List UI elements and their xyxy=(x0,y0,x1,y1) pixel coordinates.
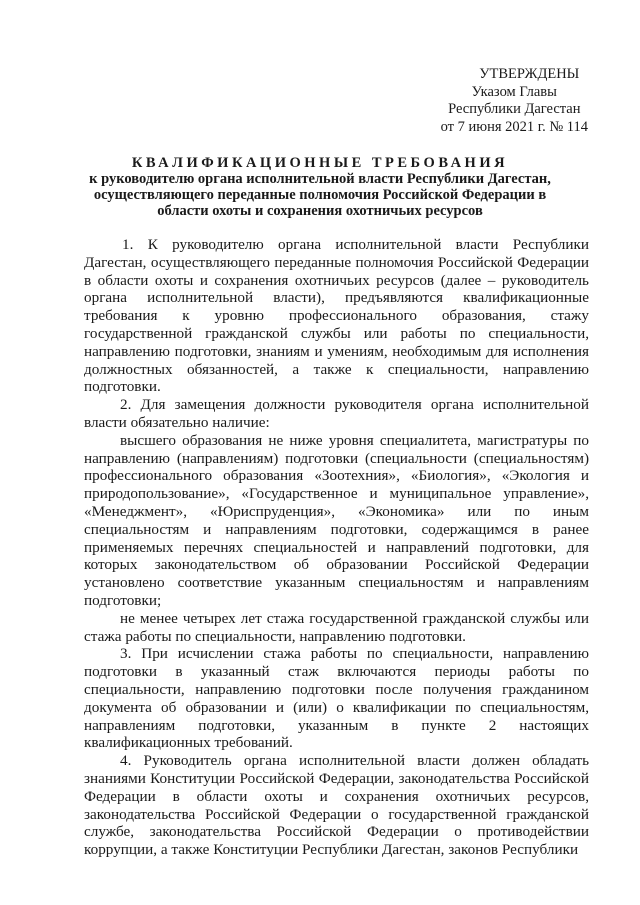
paragraph-3: 3. При исчислении стажа работы по специальности, направлению подготовки в указанный стаж включаются периоды работы по специальности, направлению подготовки после получения гражданином документа об образовании и (или) о квалификации по специальностям, направлениям подготовки, указанным в пункте 2 настоящих квалификационных требований. xyxy=(84,645,589,752)
document-title xyxy=(70,155,570,219)
document-body xyxy=(84,236,589,859)
paragraph-2-experience: не менее четырех лет стажа государственной гражданской службы или стажа работы по специальности, направлению подготовки. xyxy=(84,609,589,645)
title-heading: КВАЛИФИКАЦИОННЫЕ ТРЕБОВАНИЯ xyxy=(131,155,509,171)
approval-heading: УТВЕРЖДЕНЫ xyxy=(479,66,580,82)
paragraph-2-education: высшего образования не ниже уровня специалитета, магистратуры по направлению (направлениям) подготовки (специальности (специальностям) профессионального образования «Зоотехния», «Биология», «Экология и природопользование», «Государственное и муниципальное управление», «Менеджмент», «Юриспруденция», «Экономика» или по иным специальностям и направлениям подготовки, содержащимся в ранее применяемых перечнях специальностей и направлений подготовки, для которых законодательством об образовании Российской Федерации установлено соответствие указанным специальностям и направлениям подготовки; xyxy=(84,431,589,609)
paragraph-4: 4. Руководитель органа исполнительной власти должен обладать знаниями Конституции Российской Федерации, законодательства Российской Федерации в области охоты и сохранения охотничьих ресурсов, законодательства Российской Федерации о государственной гражданской службе, законодательства Российской Федерации о противодействии коррупции, а также Конституции Республики Дагестан, законов Республики xyxy=(84,752,589,859)
title-subtitle-line-2: осуществляющего переданные полномочия Российской Федерации в xyxy=(93,187,547,203)
paragraph-1: 1. К руководителю органа исполнительной власти Республики Дагестан, осуществляющего переданные полномочия Российской Федерации в области охоты и сохранения охотничьих ресурсов (далее – руководитель органа исполнительной власти), предъявляются квалификационные требования к уровню профессионального образования, стажу государственной гражданской службы или работы по специальности, направлению подготовки, знаниям и умениям, необходимым для исполнения должностных обязанностей, а также к специальности, направлению подготовки. xyxy=(84,236,589,396)
approval-stamp xyxy=(441,66,588,136)
title-subtitle-line-3: области охоты и сохранения охотничьих ресурсов xyxy=(157,203,483,219)
approval-decree: Указом Главы xyxy=(471,83,557,100)
approval-republic: Республики Дагестан xyxy=(448,101,581,117)
paragraph-2: 2. Для замещения должности руководителя органа исполнительной власти обязательно наличие: xyxy=(84,396,589,431)
approval-date: от 7 июня 2021 г. № 114 xyxy=(440,118,588,135)
title-subtitle-line-1: к руководителю органа исполнительной власти Республики Дагестан, xyxy=(89,171,551,187)
